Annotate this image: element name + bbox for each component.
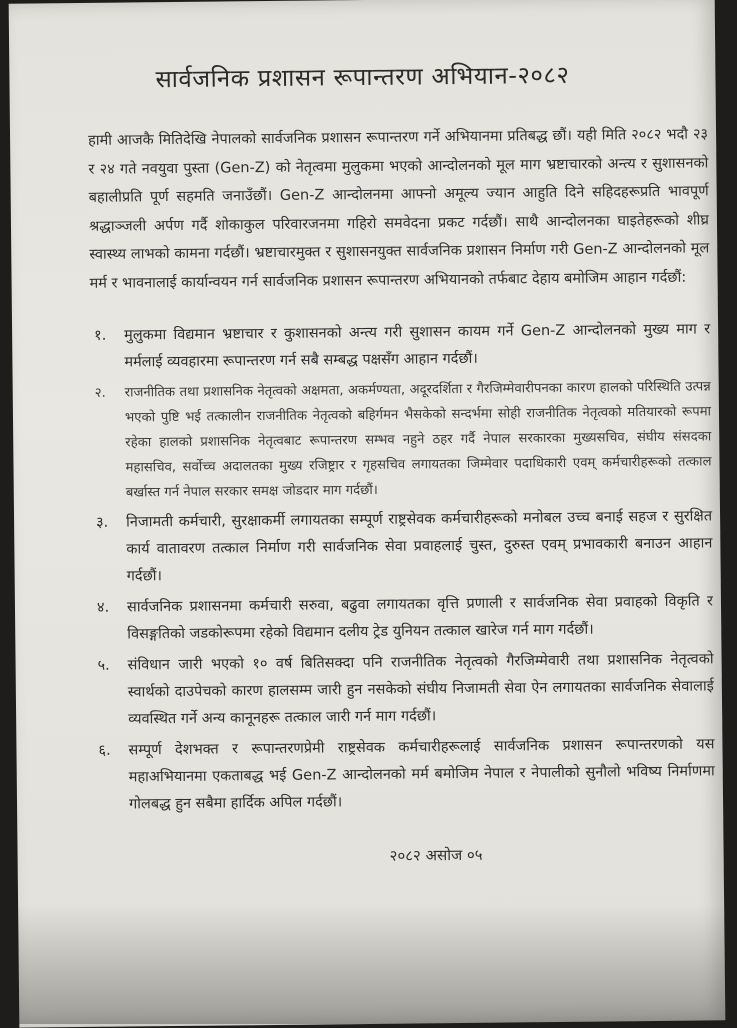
list-item-number: ३. [96, 514, 109, 531]
list-item [90, 503, 713, 591]
list-item-number: ५. [97, 657, 110, 674]
document-title: सार्वजनिक प्रशासन रूपान्तरण अभियान-२०८२ [155, 60, 570, 94]
demand-list [88, 316, 715, 822]
list-item-text: सम्पूर्ण देशभक्त र रूपान्तरणप्रेमी राष्ट्रसेवक कर्मचारीहरूलाई सार्वजनिक प्रशासन रूपान्तरणको यस महाअभियानमा एकताबद्ध भई Gen-Z आन्दोलनको मर्म बमोजिम नेपाल र नेपालीको सुनौलो भविष्य निर्माणमा गोलबद्ध हुन सबैमा हार्दिक अपिल गर्दछौं। [128, 736, 715, 813]
list-item-number: १. [94, 327, 107, 344]
list-item-number: ४. [96, 599, 110, 616]
list-item [91, 588, 714, 649]
list-item [88, 316, 711, 377]
list-item-text: निजामती कर्मचारी, सुरक्षाकर्मी लगायतका सम्पूर्ण राष्ट्रसेवक कर्मचारीहरूको मनोबल उच्च बनाई सहज र सुरक्षित कार्य वातावरण तत्काल निर्माण गरी सार्वजनिक सेवा प्रवाहलाई चुस्त, दुरुस्त एवम् प्रभावकारी बनाउन आहान गर्दछौं। [126, 508, 713, 585]
document-page [9, 0, 726, 1028]
list-item [92, 731, 715, 819]
list-item-number: ६. [98, 742, 111, 759]
list-item-text: सार्वजनिक प्रशासनमा कर्मचारी सरुवा, बढुवा लगायतका वृत्ति प्रणाली र सार्वजनिक सेवा प्रवाहको विकृति र विसङ्गतिको जडकोरूपमा रहेको विद्यमान दलीय ट्रेड युनियन तत्काल खारेज गर्न माग गर्दछौं। [126, 593, 714, 643]
list-item-number: २. [94, 385, 106, 401]
list-item-text: राजनीतिक तथा प्रशासनिक नेतृत्वको अक्षमता, अकर्मण्यता, अदूरदर्शिता र गैरजिम्मेवारीपनका कारण हालको परिस्थिति उत्पन्न भएको पुष्टि भई तत्कालीन राजनीतिक नेतृत्वको बहिर्गमन भैसकेको सन्दर्भमा सोही राजनीतिक नेतृत्वको मतियारको रूपमा रहेका हालको प्रशासनिक नेतृत्वबाट रूपान्तरण सम्भव नहुने ठहर गर्दै नेपाल सरकारका मुख्यसचिव, संघीय संसदका महासचिव, सर्वोच्च अदालतका मुख्य रजिष्ट्रार र गृहसचिव लगायतका जिम्मेवार पदाधिकारी एवम् कर्मचारीहरूको तत्काल बर्खास्त गर्न नेपाल सरकार समक्ष जोडदार माग गर्दछौं। [124, 379, 712, 501]
list-item [89, 374, 712, 506]
list-item-text: मुलुकमा विद्यमान भ्रष्टाचार र कुशासनको अन्त्य गरी सुशासन कायम गर्ने Gen-Z आन्दोलनको मुख्य माग र मर्मलाई व्यवहारमा रूपान्तरण गर्न सबै सम्बद्ध पक्षसँग आहान गर्दछौं। [124, 321, 711, 371]
list-item [91, 646, 714, 734]
document-date: २०८२ असोज ०५ [389, 845, 483, 865]
list-item-text: संविधान जारी भएको १० वर्ष बितिसक्दा पनि राजनीतिक नेतृत्वको गैरजिम्मेवारी तथा प्रशासनिक नेतृत्वको स्वार्थको दाउपेचको कारण हालसम्म जारी हुन नसकेको संघीय निजामती सेवा ऐन लगायतका सार्वजनिक सेवालाई व्यवस्थित गर्ने अन्य कानूनहरू तत्काल जारी गर्न माग गर्दछौं। [127, 651, 714, 728]
intro-paragraph: हामी आजकै मितिदेखि नेपालको सार्वजनिक प्रशासन रूपान्तरण गर्ने अभियानमा प्रतिबद्ध छौं। यही मिति २०८२ भदौ २३ र २४ गते नवयुवा पुस्ता (Gen-Z) को नेतृत्वमा मुलुकमा भएको आन्दोलनको मूल माग भ्रष्टाचारको अन्त्य र सुशासनको बहालीप्रति पूर्ण सहमति जनाउँछौं। Gen-Z आन्दोलनमा आफ्नो अमूल्य ज्यान आहुति दिने सहिदहरूप्रति भावपूर्ण श्रद्धाञ्जली अर्पण गर्दै शोकाकुल परिवारजनमा गहिरो समवेदना प्रकट गर्दछौं। साथै आन्दोलनका घाइतेहरूको शीघ्र स्वास्थ्य लाभको कामना गर्दछौं। भ्रष्टाचारमुक्त र सुशासनयुक्त सार्वजनिक प्रशासन निर्माण गरी Gen-Z आन्दोलनको मूल मर्म र भावनालाई कार्यान्वयन गर्न सार्वजनिक प्रशासन रूपान्तरण अभियानको तर्फबाट देहाय बमोजिम आहान गर्दछौं: [88, 126, 710, 292]
